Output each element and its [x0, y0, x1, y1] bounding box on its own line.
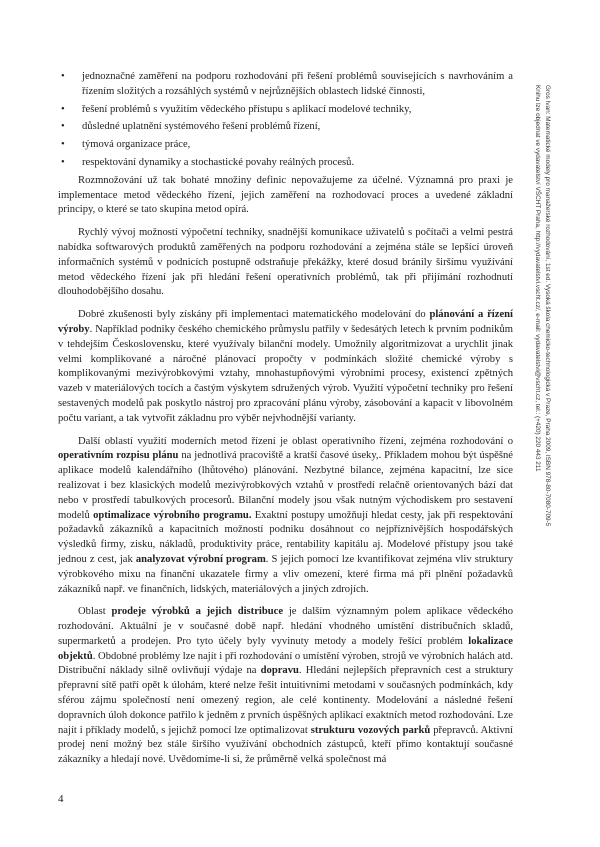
bold-term: optimalizace výrobního programu.: [93, 509, 252, 521]
list-item: • respektování dynamiky a stochastické povahy reálných procesů.: [58, 156, 513, 171]
list-item: • jednoznačné zaměření na podporu rozhodování při řešení problémů souvisejících s navrhováním a řízením složitých a rozsáhlých systémů v nejrůznějších oblastech lidské činnosti,: [61, 71, 513, 97]
bold-term: prodeje výrobků a jejich distribuce: [111, 606, 284, 618]
bullet-icon: •: [61, 103, 65, 115]
sidebar-citation: Gros Ivan: Matematické modely pro manažerské rozhodování, 1st ed. Vysoká škola chemicko-technologická v Praze, Praha 2009, ISBN 978-80-7080-709-5: [544, 85, 551, 527]
bold-term: plánování a řízení výroby: [58, 309, 513, 335]
paragraph-1: Rozmnožování už tak bohaté množiny definic nepovažujeme za účelné. Významná pro praxi je implementace metod vědeckého řízení, jejich zaměření na rozhodovací proces a uvedené základní principy, o které se tato skupina metod opírá.: [58, 174, 513, 216]
sidebar-order-info: Knihu lze objednat ve vydavatelství VŠCHT Praha, http://vydavatelstvi.vscht.cz/, e-mail: vydavatelstvi@vscht.cz, tel.: (+420) 220 443 211: [534, 85, 541, 472]
bold-term: analyzovat výrobní program: [135, 553, 266, 565]
publisher-sidebar: [528, 85, 552, 685]
page-number: 4: [58, 793, 64, 805]
bullet-icon: •: [61, 121, 65, 133]
paragraph-2: Rychlý vývoj možností výpočetní techniky, snadnější komunikace uživatelů s počítači a velmi pestrá nabídka softwarových produktů zaměřených na podporu rozhodování a zejména stále se lepšící úroveň informačních systémů v podnicích postupně odstraňuje překážky, které dosud bránily širšímu využívání metod vědeckého řízení jak při hledání řešení operativních problémů, tak při přijímání rozhodnutí dlouhodobějšího dosahu.: [58, 227, 513, 298]
bullet-icon: •: [61, 156, 65, 168]
paragraph-3: Dobré zkušenosti byly získány při implementaci matematického modelování do plánování a řízení výroby. Například podniky českého chemického průmyslu patřily v šedesátých letech k prvním podnikům v tehdejším Československu, které využívaly bilanční modely. Umožnily algoritmizovat a urychlit jinak velmi komplikované a náročné plánovací propočty v podmínkách složité chemické výroby s komplikovanými mezivýrobkovými vztahy, mnohastupňovými výrobními procesy, existencí zpětných vazeb v materiálových tocích a častým výskytem sdružených výrob. Využití výpočetní techniky pro řešení sestavených modelů pak poskytlo nástroj pro zpracování plánu výroby, zásobování a kapacit v libovolném počtu variant, a tak vytvořit základnu pro výběr nejvhodnější varianty.: [58, 309, 513, 424]
bullet-icon: •: [61, 139, 65, 151]
list-item: • týmová organizace práce,: [58, 138, 513, 153]
list-item: • důsledné uplatnění systémového řešení problémů řízení,: [58, 120, 513, 135]
list-item: • řešení problémů s využitím vědeckého přístupu s aplikací modelové techniky,: [58, 103, 513, 118]
paragraph-4: Další oblastí využití moderních metod řízení je oblast operativního řízení, zejména rozhodování o operativním rozpisu plánu na jednotlivá pracoviště a kratší časové úseky,. Příkladem mohou být úspěšné aplikace modelů kalendářního (lhůtového) plánování. Nezbytné bilance, zejména kapacitní, lze sice realizovat i bez klasických modelů mezivýrobkových vztahů v prostředí relačně orientovaných bází dat nebo v prostředí tabulkových procesorů. Bilanční modely jsou však nutným východiskem pro sestavení modelů optimalizace výrobního programu. Exaktní postupy umožňují hledat cesty, jak při respektování požadavků zákazníků a kapacitních možností podniku dosáhnout co nejpříznivějších hospodářských výsledků firmy, zisku, nákladů, produktivity práce, rentability kapitálu aj. Modelové přístupy jsou také jednou z cest, jak analyzovat výrobní program. S jejich pomocí lze kvantifikovat zejména vliv struktury výrobkového mixu na finanční ukazatele firmy a vliv omezení, které firma má při plnění požadavků zákazníků např. ve finančních, lidských, materiálových a jiných zdrojích.: [58, 435, 513, 595]
bold-term: operativním rozpisu plánu: [58, 450, 179, 462]
bold-term: strukturu vozových parků: [310, 724, 431, 736]
bullet-icon: •: [61, 71, 65, 82]
bold-term: dopravu: [260, 665, 299, 677]
bold-term: lokalizace objektů: [58, 635, 513, 662]
page-body: [58, 70, 513, 776]
bullet-list: [58, 70, 513, 171]
paragraph-5: Oblast prodeje výrobků a jejich distribuce je dalším významným polem aplikace vědeckého rozhodování. Aktuální je v současné době např. hledání vhodného umístění distribučních skladů, supermarketů a prodejen. Pro tyto účely byly vyvinuty metody a modely řešící problém lokalizace objektů. Obdobné problémy lze najít i při rozhodování o umístění výroben, strojů ve výrobních halách atd. Distribuční náklady silně ovlivňují výdaje na dopravu. Hledání nejlepších přepravních cest a struktury přepravní sítě patří opět k úlohám, které nelze řešit intuitivními metodami v současných podmínkách, kdy sférou zájmu společností není omezený region, ale celé kontinenty. Modelování a následné řešení dopravních úloh dokonce patřilo k jedněm z prvních úspěšných aplikací exaktních metod rozhodování. Lze najít i příklady modelů, s jejichž pomocí lze optimalizovat strukturu vozových parků přepravců. Aktivní prodej není možný bez stále širšího využívání obchodních zástupců, kteří přímo kontaktují současné zákazníky a hledají nové. Uvědomíme-li si, že průměrně velká společnost má: [58, 606, 514, 766]
